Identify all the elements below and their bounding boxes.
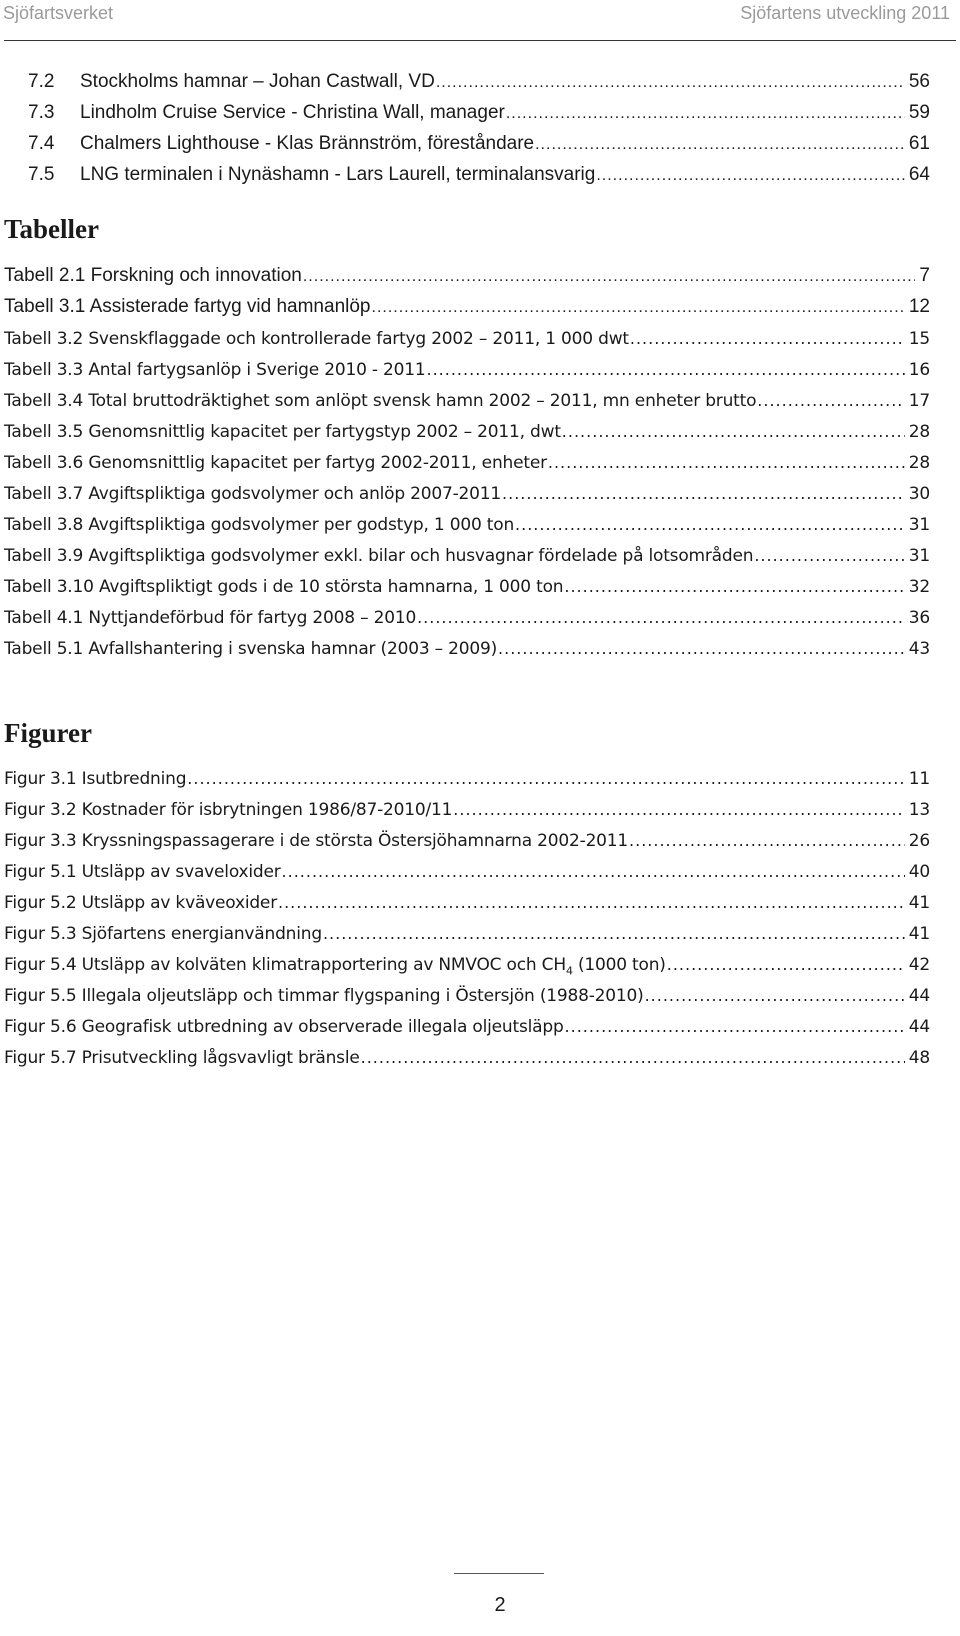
table-title: Tabell 4.1 Nyttjandeförbud för fartyg 2008 – 2010 [4, 608, 417, 628]
page-ref: 7 [919, 265, 930, 286]
page-ref: 16 [908, 360, 930, 380]
page-ref: 30 [908, 484, 930, 504]
toc-entry-figure[interactable] [4, 862, 930, 882]
dot-leader [515, 515, 905, 534]
toc-entry-table[interactable] [4, 484, 930, 504]
dot-leader [754, 546, 904, 565]
table-title: Tabell 3.1 Assisterade fartyg vid hamnanlöp [4, 296, 371, 317]
figure-title: Figur 3.2 Kostnader för isbrytningen 1986/87-2010/11 [4, 800, 453, 820]
dot-leader [562, 422, 905, 441]
dot-leader [630, 329, 905, 348]
figure-title: Figur 3.1 Isutbredning [4, 769, 187, 789]
page-ref: 31 [908, 515, 930, 535]
toc-entry-table[interactable] [4, 422, 930, 442]
figure-title [4, 955, 666, 977]
figure-title: Figur 5.7 Prisutveckling lågsvavligt bränsle [4, 1048, 360, 1068]
section-number: 7.4 [28, 133, 55, 154]
dot-leader [548, 453, 905, 472]
tables-heading: Tabeller [4, 214, 100, 244]
toc-entry-figure[interactable] [4, 800, 930, 820]
table-title: Tabell 3.4 Total bruttodräktighet som anlöpt svensk hamn 2002 – 2011, mn enheter brutto [4, 391, 757, 411]
toc-entry-table[interactable] [4, 546, 930, 566]
footer-divider [454, 1573, 544, 1574]
page-ref: 41 [908, 924, 930, 944]
page-number: 2 [494, 1594, 506, 1616]
page-ref: 12 [908, 296, 930, 317]
figure-title: Figur 3.3 Kryssningspassagerare i de största Östersjöhamnarna 2002-2011 [4, 831, 629, 851]
page-ref: 43 [908, 639, 930, 659]
dot-leader [303, 268, 916, 286]
page-ref: 44 [908, 1017, 930, 1037]
toc-entry-table[interactable] [4, 639, 930, 659]
toc-entry-figure[interactable] [4, 1017, 930, 1037]
section-title: LNG terminalen i Nynäshamn - Lars Laurell, terminalansvarig [80, 164, 596, 185]
table-title: Tabell 5.1 Avfallshantering i svenska hamnar (2003 – 2009) [4, 639, 498, 659]
page-ref: 31 [908, 546, 930, 566]
toc-entry-figure[interactable] [4, 769, 930, 789]
toc-entry-figure[interactable] [4, 986, 930, 1006]
section-title: Lindholm Cruise Service - Christina Wall, manager [80, 102, 505, 123]
dot-leader [506, 105, 905, 123]
dot-leader [645, 986, 905, 1005]
toc-entry-section[interactable] [28, 102, 930, 124]
toc-entry-figure[interactable] [4, 893, 930, 913]
dot-leader [187, 769, 904, 788]
toc-entry-table[interactable] [4, 296, 930, 318]
toc-entry-table[interactable] [4, 515, 930, 535]
page-ref: 56 [908, 71, 930, 92]
page-ref: 42 [908, 955, 930, 975]
figures-heading: Figurer [4, 718, 92, 748]
dot-leader [498, 639, 905, 658]
page-ref: 17 [908, 391, 930, 411]
page-ref: 26 [908, 831, 930, 851]
dot-leader [361, 1048, 905, 1067]
dot-leader [323, 924, 905, 943]
toc-entry-table[interactable] [4, 577, 930, 597]
section-number: 7.5 [28, 164, 55, 185]
figure-title: Figur 5.5 Illegala oljeutsläpp och timmar flygspaning i Östersjön (1988-2010) [4, 986, 644, 1006]
figure-title: Figur 5.1 Utsläpp av svaveloxider [4, 862, 281, 882]
toc-entry-section[interactable] [28, 133, 930, 155]
page-ref: 36 [908, 608, 930, 628]
toc-entry-figure[interactable] [4, 924, 930, 944]
dot-leader [629, 831, 905, 850]
toc-entry-section[interactable] [28, 71, 930, 93]
toc-entry-table[interactable] [4, 329, 930, 349]
header-organization: Sjöfartsverket [3, 3, 114, 23]
table-title: Tabell 3.2 Svenskflaggade och kontrollerade fartyg 2002 – 2011, 1 000 dwt [4, 329, 629, 349]
figure-title-text: Figur 5.4 Utsläpp av kolväten klimatrapportering av NMVOC och CH [4, 955, 566, 975]
dot-leader [372, 299, 905, 317]
dot-leader [535, 136, 905, 154]
dot-leader [596, 167, 905, 185]
table-title: Tabell 2.1 Forskning och innovation [4, 265, 302, 286]
dot-leader [667, 955, 905, 974]
header-report-title: Sjöfartens utveckling 2011 [740, 3, 950, 23]
toc-entry-table[interactable] [4, 265, 930, 287]
section-number: 7.3 [28, 102, 55, 123]
page-ref: 59 [908, 102, 930, 123]
dot-leader [282, 862, 905, 881]
table-title: Tabell 3.9 Avgiftspliktiga godsvolymer exkl. bilar och husvagnar fördelade på lotsområden [4, 546, 754, 566]
dot-leader [565, 1017, 905, 1036]
page-ref: 32 [908, 577, 930, 597]
header-divider [4, 40, 956, 41]
page-ref: 41 [908, 893, 930, 913]
toc-entry-table[interactable] [4, 360, 930, 380]
page-ref: 40 [908, 862, 930, 882]
page-ref: 11 [908, 769, 930, 789]
subscript: 4 [565, 964, 573, 978]
toc-entry-table[interactable] [4, 391, 930, 411]
page-ref: 28 [908, 422, 930, 442]
table-title: Tabell 3.6 Genomsnittlig kapacitet per fartyg 2002-2011, enheter [4, 453, 547, 473]
section-title: Stockholms hamnar – Johan Castwall, VD [80, 71, 435, 92]
figure-title: Figur 5.6 Geografisk utbredning av observerade illegala oljeutsläpp [4, 1017, 564, 1037]
table-title: Tabell 3.10 Avgiftspliktigt gods i de 10 största hamnarna, 1 000 ton [4, 577, 564, 597]
table-title: Tabell 3.8 Avgiftspliktiga godsvolymer per godstyp, 1 000 ton [4, 515, 515, 535]
page-ref: 61 [908, 133, 930, 154]
toc-entry-section[interactable] [28, 164, 930, 186]
page-ref: 13 [908, 800, 930, 820]
toc-entry-table[interactable] [4, 608, 930, 628]
dot-leader [453, 800, 904, 819]
figure-title: Figur 5.3 Sjöfartens energianvändning [4, 924, 322, 944]
figure-title-suffix: (1000 ton) [572, 955, 666, 975]
page-ref: 15 [908, 329, 930, 349]
dot-leader [417, 608, 905, 627]
table-title: Tabell 3.3 Antal fartygsanlöp i Sverige 2010 - 2011 [4, 360, 426, 380]
section-number: 7.2 [28, 71, 55, 92]
toc-entry-figure[interactable] [4, 955, 930, 977]
dot-leader [427, 360, 905, 379]
dot-leader [757, 391, 904, 410]
section-title: Chalmers Lighthouse - Klas Brännström, föreståndare [80, 133, 535, 154]
page-ref: 64 [908, 164, 930, 185]
dot-leader [564, 577, 904, 596]
toc-entry-figure[interactable] [4, 1048, 930, 1068]
figure-title: Figur 5.2 Utsläpp av kväveoxider [4, 893, 277, 913]
toc-entry-figure[interactable] [4, 831, 930, 851]
page-ref: 48 [908, 1048, 930, 1068]
toc-entry-table[interactable] [4, 453, 930, 473]
page-ref: 44 [908, 986, 930, 1006]
table-title: Tabell 3.5 Genomsnittlig kapacitet per fartygstyp 2002 – 2011, dwt [4, 422, 561, 442]
dot-leader [278, 893, 905, 912]
dot-leader [436, 74, 905, 92]
dot-leader [502, 484, 905, 503]
page-ref: 28 [908, 453, 930, 473]
table-title: Tabell 3.7 Avgiftspliktiga godsvolymer och anlöp 2007-2011 [4, 484, 502, 504]
